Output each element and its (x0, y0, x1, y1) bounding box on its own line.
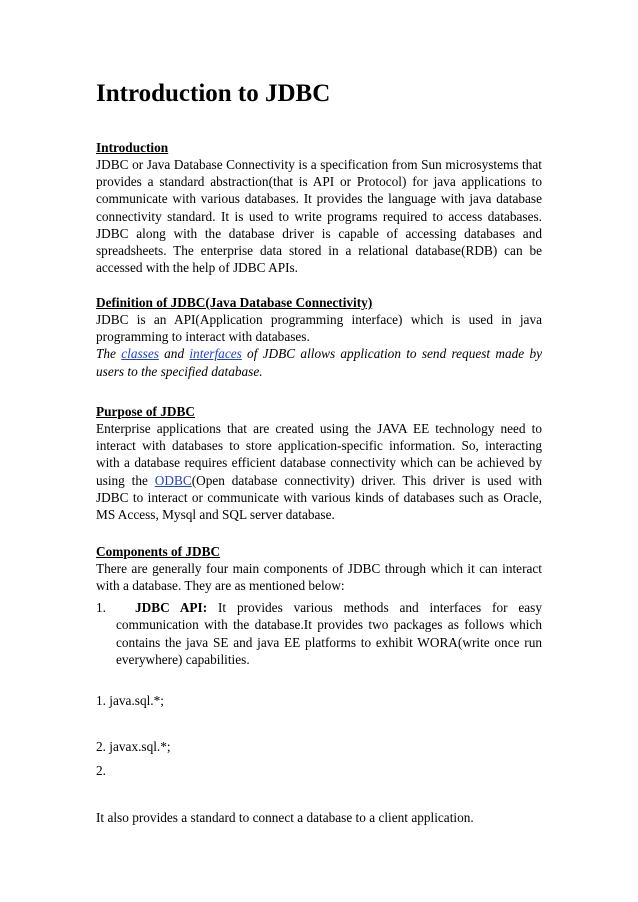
purpose-heading: Purpose of JDBC (96, 404, 195, 419)
jdbc-api-text: It provides various methods and interfaces for easy communication with the database.It provides two packages as follows which contains the java SE and java EE platforms to exhibit WORA(write once run everywhere) capabilities. (116, 600, 542, 668)
introduction-body: JDBC or Java Database Connectivity is a specification from Sun microsystems that provides a standard abstraction(that is API or Protocol) for java applications to communicate with various databases. It provides the language with java database connectivity standard. It is used to write programs required to access databases. JDBC along with the database driver is capable of accessing databases and spreadsheets. The enterprise data stored in a relational database(RDB) can be accessed with the help of JDBC APIs. (96, 157, 542, 276)
introduction-section (96, 140, 542, 276)
definition-heading: Definition of JDBC(Java Database Connectivity) (96, 295, 373, 310)
document-title: Introduction to JDBC (96, 80, 331, 107)
purpose-section (96, 404, 542, 523)
odbc-link[interactable]: ODBC (154, 472, 192, 488)
package-java-sql: 1. java.sql.*; (96, 693, 164, 708)
purpose-body (96, 420, 542, 523)
components-body: There are generally four main components of JDBC through which it can interact with a database. They are as mentioned below: (96, 561, 542, 594)
closing-sentence: It also provides a standard to connect a database to a client application. (96, 810, 474, 825)
purpose-body-start: Enterprise applications that are created using the JAVA EE technology need to interact with databases to store application-specific information. So, interacting with a database requires efficient database connectivity which can be achieved by using the (96, 421, 542, 488)
introduction-heading: Introduction (96, 140, 169, 155)
classes-link[interactable]: classes (121, 346, 159, 362)
package-javax-sql: 2. javax.sql.*; (96, 739, 171, 754)
purpose-body-end: (Open database connectivity) driver. This driver is used with JDBC to interact or communicate with various kinds of databases such as Oracle, MS Access, Mysql and SQL server database. (96, 472, 542, 523)
components-heading: Components of JDBC (96, 544, 221, 559)
definition-italic-and: and (158, 346, 190, 362)
list-item-jdbc-api (96, 599, 542, 669)
definition-italic-prefix: The (96, 346, 122, 362)
definition-section (96, 295, 542, 380)
components-section (96, 544, 542, 594)
definition-body: JDBC is an API(Application programming interface) which is used in java programming to interact with databases. (96, 312, 542, 345)
definition-italic-note (96, 345, 542, 379)
interfaces-link[interactable]: interfaces (189, 346, 242, 362)
list-item-number: 1. (96, 600, 106, 615)
list-item-number-2: 2. (96, 763, 106, 778)
jdbc-api-label: JDBC API: (135, 600, 208, 615)
definition-italic-suffix: of JDBC allows application to send request made by users to the specified database. (96, 346, 542, 379)
list-item-body (96, 599, 542, 669)
